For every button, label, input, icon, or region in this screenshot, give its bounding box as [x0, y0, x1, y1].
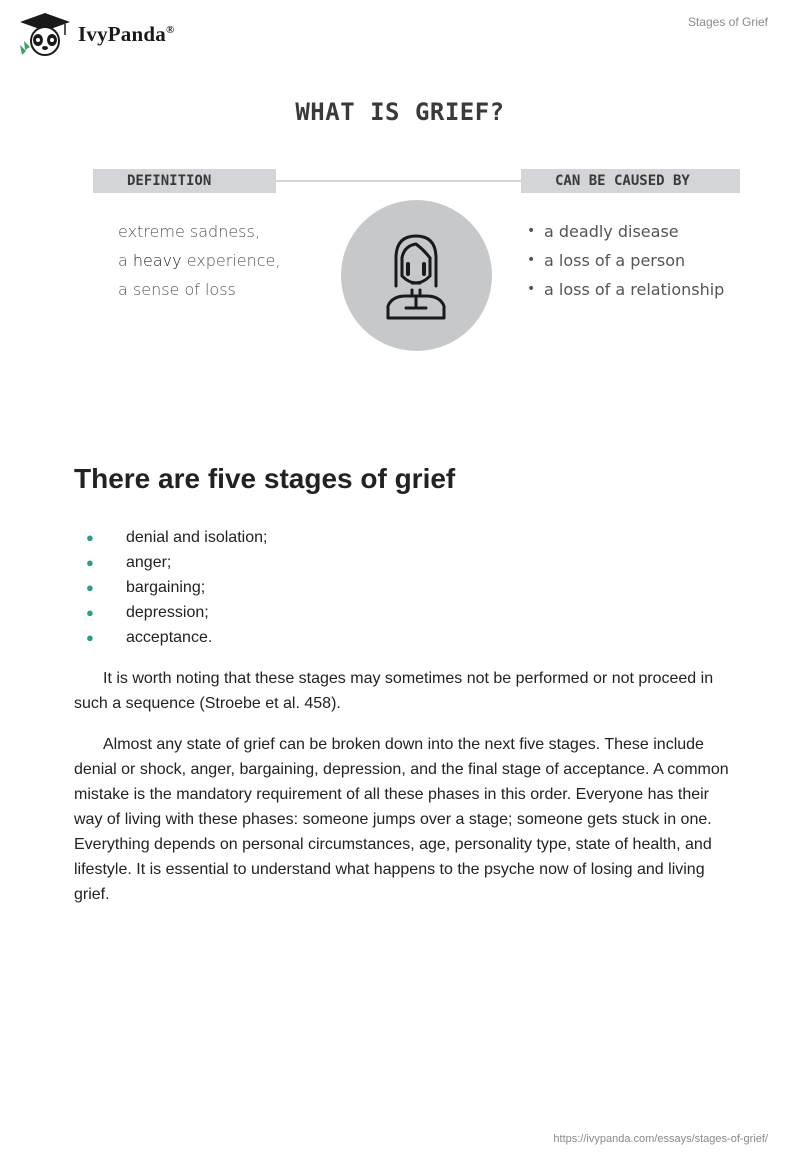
bullet-icon: ●: [86, 530, 94, 545]
infographic-title: WHAT IS GRIEF?: [295, 98, 505, 126]
crying-person-icon: [374, 228, 459, 323]
bullet-icon: ●: [86, 580, 94, 595]
list-item: ● bargaining;: [86, 578, 206, 596]
cause-label: CAN BE CAUSED BY: [521, 169, 740, 193]
definition-line: a sense of loss: [118, 280, 236, 299]
bullet-icon: ●: [86, 630, 94, 645]
bullet-icon: ●: [86, 605, 94, 620]
definition-line: a heavy experience,: [118, 251, 281, 270]
cause-list: [527, 217, 724, 304]
brand-name: IvyPanda®: [78, 21, 175, 46]
grief-infographic: [0, 80, 800, 380]
bullet-icon: ●: [86, 555, 94, 570]
cause-item: • a deadly disease: [527, 222, 679, 241]
connector-line: [276, 180, 521, 182]
source-url[interactable]: https://ivypanda.com/essays/stages-of-grief/: [553, 1133, 768, 1145]
document-title: Stages of Grief: [687, 15, 768, 29]
paragraph: Almost any state of grief can be broken down into the next five stages. These include denial or shock, anger, bargaining, depression, and the final stage of acceptance. A common mistake is the mandatory requirement of all these phases in this order. Everyone has their way of living with these phases: someone jumps over a stage; someone gets stuck in one. Everything depends on personal circumstances, age, personality type, state of health, and lifestyle. It is essential to understand what happens to the psyche now of losing and living grief.: [74, 736, 729, 903]
list-item: ● denial and isolation;: [86, 528, 268, 546]
cause-item: • a loss of a person: [527, 251, 686, 270]
panda-graduation-cap-icon: [16, 11, 74, 57]
stages-list: [86, 525, 267, 650]
list-item: ● acceptance.: [86, 628, 213, 646]
list-item: ● anger;: [86, 553, 172, 571]
list-item: ● depression;: [86, 603, 209, 621]
cause-item: • a loss of a relationship: [527, 280, 725, 299]
definition-label: DEFINITION: [93, 169, 276, 193]
paragraph: It is worth noting that these stages may sometimes not be performed or not proceed in such a sequence (Stroebe et al. 458).: [74, 670, 714, 712]
definition-line: extreme sadness,: [118, 222, 260, 241]
brand-logo[interactable]: [16, 10, 216, 58]
section-heading: There are five stages of grief: [74, 463, 456, 494]
definition-list: [118, 217, 280, 304]
center-circle: [341, 200, 492, 351]
